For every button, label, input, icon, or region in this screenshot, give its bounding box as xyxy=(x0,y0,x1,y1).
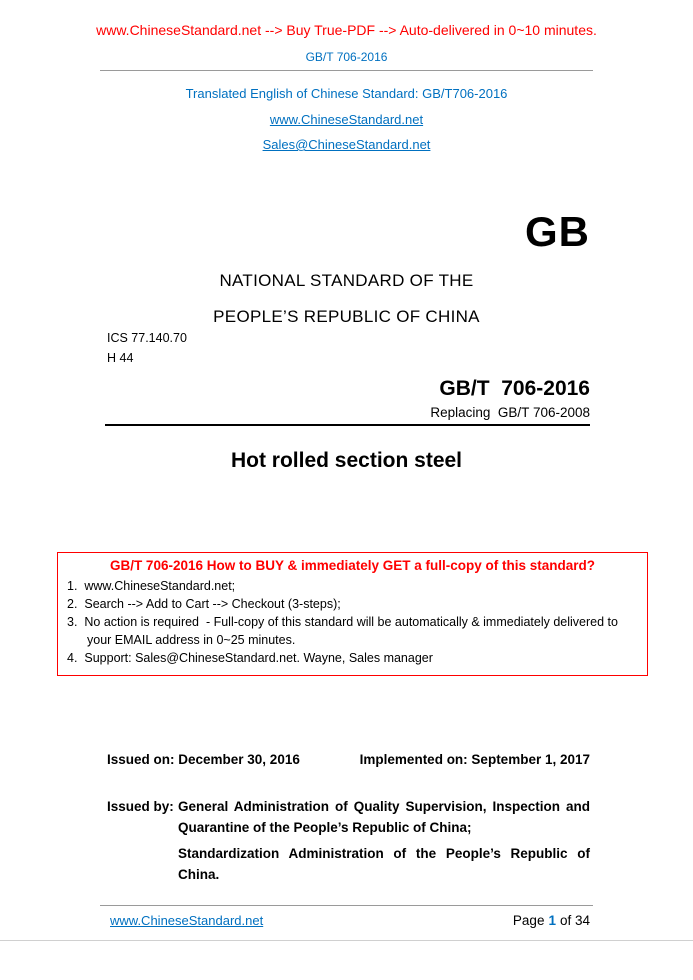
email-link[interactable]: Sales@ChineseStandard.net xyxy=(262,137,431,152)
title-rule xyxy=(105,424,590,426)
footer-divider xyxy=(100,905,593,906)
implemented-on-date: Implemented on: September 1, 2017 xyxy=(359,752,590,767)
national-standard-line2: PEOPLE’S REPUBLIC OF CHINA xyxy=(213,307,480,326)
page-label: Page xyxy=(512,913,545,928)
national-standard-line1: NATIONAL STANDARD OF THE xyxy=(219,271,474,290)
footer xyxy=(110,913,590,928)
page-bottom-edge xyxy=(0,940,693,941)
doc-class-code: H 44 xyxy=(107,351,134,365)
issued-by-content xyxy=(178,796,590,885)
issuing-org-2: Standardization Administration of the People’s Republic of China. xyxy=(178,846,590,882)
standard-code-header: GB/T 706-2016 xyxy=(305,50,388,64)
page-total: of 34 xyxy=(559,913,590,928)
page-indicator xyxy=(513,913,590,928)
translated-line: Translated English of Chinese Standard: GB/T706-2016 xyxy=(185,86,508,101)
replacing-note: Replacing GB/T 706-2008 xyxy=(430,405,590,420)
footer-site-link[interactable]: www.ChineseStandard.net xyxy=(110,913,264,928)
ics-code: ICS 77.140.70 xyxy=(107,331,187,345)
issued-on-date: Issued on: December 30, 2016 xyxy=(107,752,300,767)
buy-box-heading: GB/T 706-2016 How to BUY & immediately GET a full-copy of this standard? xyxy=(109,558,596,573)
buy-box xyxy=(57,552,648,676)
buy-box-item: 4. Support: Sales@ChineseStandard.net. Wayne, Sales manager xyxy=(67,651,433,665)
standard-number: GB/T 706-2016 xyxy=(439,377,590,400)
gb-logo: GB xyxy=(525,208,590,255)
promo-banner: www.ChineseStandard.net --> Buy True-PDF --> Auto-delivered in 0~10 minutes. xyxy=(96,22,597,38)
issued-by-label: Issued by: xyxy=(107,799,174,814)
dates-row xyxy=(107,752,590,767)
site-link-row xyxy=(0,111,693,129)
issuing-org-1: General Administration of Quality Supervision, Inspection and Quarantine of the People’s Republic of China; xyxy=(178,799,590,835)
header-divider xyxy=(100,70,593,71)
email-link-row xyxy=(0,136,693,154)
site-link[interactable]: www.ChineseStandard.net xyxy=(269,112,424,127)
document-title: Hot rolled section steel xyxy=(230,449,463,472)
buy-box-item: 2. Search --> Add to Cart --> Checkout (3-steps); xyxy=(67,597,341,611)
issued-by-block xyxy=(107,796,590,885)
buy-box-item: 1. www.ChineseStandard.net; xyxy=(67,579,236,593)
buy-box-item: 3. No action is required - Full-copy of this standard will be automatically & immediately delivered to your EMAIL address in 0~25 minutes. xyxy=(67,615,622,647)
page-number: 1 xyxy=(548,913,556,928)
